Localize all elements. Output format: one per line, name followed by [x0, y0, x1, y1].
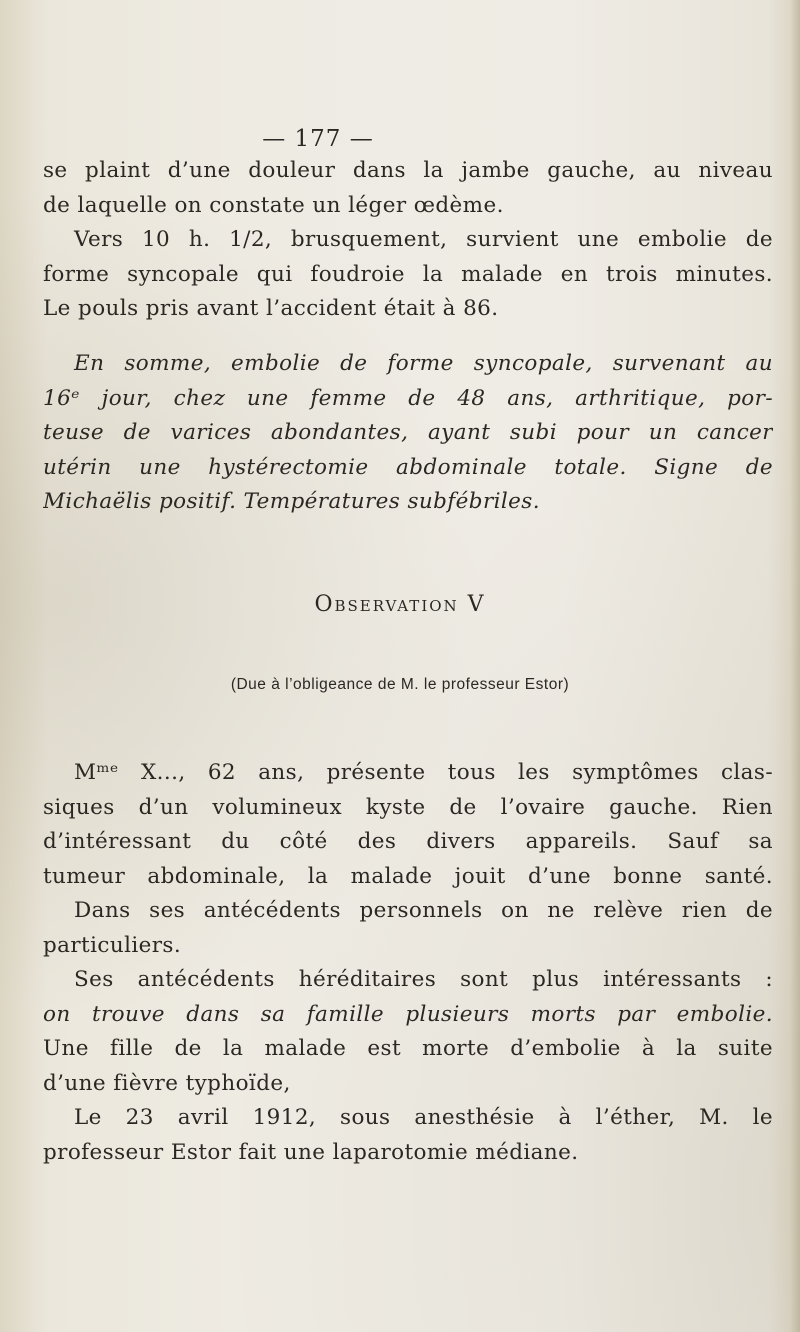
text-line: siques d’un volumineux kyste de l’ovaire gauche. Rien	[43, 794, 773, 820]
text-line: utérin une hystérectomie abdominale totale. Signe de	[43, 454, 773, 480]
text-line: Mᵐᵉ X..., 62 ans, présente tous les symptômes clas-	[74, 760, 773, 785]
text-line: Vers 10 h. 1/2, brusquement, survient une embolie de	[74, 227, 773, 252]
paragraph-2-summary	[43, 347, 773, 520]
text-line: Michaëlis positif. Températures subfébriles.	[43, 489, 540, 514]
observation-title: Observation V	[314, 592, 486, 617]
text-line: Le pouls pris avant l’accident était à 86.	[43, 296, 499, 321]
text-line: d’intéressant du côté des divers appareils. Sauf sa	[43, 829, 773, 854]
text-line: Dans ses antécédents personnels on ne relève rien de	[74, 898, 773, 923]
text-line: de laquelle on constate un léger œdème.	[43, 192, 504, 218]
observation-note: (Due à l’obligeance de M. le professeur Estor)	[230, 676, 570, 693]
text-line: Ses antécédents héréditaires sont plus intéressants :	[74, 967, 773, 992]
text-line: on trouve dans sa famille plusieurs morts par embolie.	[43, 1001, 773, 1027]
text-line: 16ᵉ jour, chez une femme de 48 ans, arthritique, por-	[43, 385, 773, 411]
text-line: teuse de varices abondantes, ayant subi pour un cancer	[43, 420, 773, 445]
text-line: forme syncopale qui foudroie la malade en trois minutes.	[43, 261, 773, 287]
paragraph-3	[43, 756, 773, 1170]
text-line: Une fille de la malade est morte d’embolie à la suite	[43, 1036, 773, 1061]
text-line: professeur Estor fait une laparotomie médiane.	[43, 1139, 579, 1165]
text-line: En somme, embolie de forme syncopale, survenant au	[74, 351, 773, 376]
paragraph-1	[43, 154, 773, 327]
text-line: particuliers.	[43, 932, 182, 958]
text-line: d’une fièvre typhoïde,	[43, 1070, 291, 1096]
text-line: se plaint d’une douleur dans la jambe gauche, au niveau	[43, 158, 773, 183]
page-edge-shadow	[790, 0, 800, 1332]
page-number: — 177 —	[262, 126, 374, 152]
text-line: tumeur abdominale, la malade jouit d’une bonne santé.	[43, 863, 773, 889]
text-line: Le 23 avril 1912, sous anesthésie à l’éther, M. le	[74, 1105, 773, 1130]
